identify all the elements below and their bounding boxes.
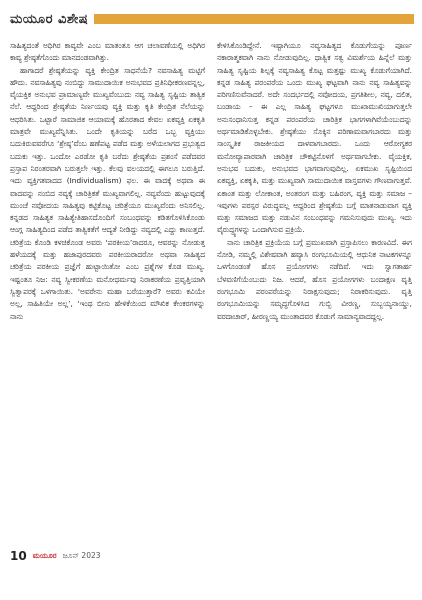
header-accent-bar [94,14,414,24]
paragraph: ಕೇಳಿಸಿಕೊಂಡಿದ್ದೇನೆ. ಇಷ್ಟಾಗಿಯೂ ನವ್ಯಸಾಹಿತ್ಯದ ಕೊಡುಗೆಯನ್ನು ಪೂರ್ಣ ನಕಾರಾತ್ಮಕವಾಗಿ ನಾನು ನೋಡುವುದಿಲ್ಲ. ಧಾತ್ವಿಕ ಸತ್ವ ವಿಮರ್ಶೆಯ ಹಿನ್ನೆಲೆ ಮತ್ತು ಸಾಹಿತ್ಯ ಸೃಷ್ಟಿಯ ಶಿಲ್ಪಕ್ಕೆ ನವ್ಯಸಾಹಿತ್ಯ ಕೊಟ್ಟ ಮತ್ತಷ್ಟು ಮುಖ್ಯ ಕೊಡುಗೆಯಾಗಿದೆ. ಕನ್ನಡ ಸಾಹಿತ್ಯ ಪರಂಪರೆಯ ಒಂದು ಮುಖ್ಯ ಘಟ್ಟವಾಗಿ ನಾನು ನವ್ಯ ಸಾಹಿತ್ಯವನ್ನು ಪರಿಗಣಿಸುವೆನಾದರೆ. ಅದೇ ಸಂದರ್ಭದಲ್ಲಿ ನವೋದಯ, ಪ್ರಗತಿಶೀಲ, ನವ್ಯ, ದಲಿತ, ಬಂಡಾಯ – ಈ ಎಲ್ಲ ಸಾಹಿತ್ಯ ಘಟ್ಟಗಳೂ ಮುಖಾಮುಖಿಯಾಗುತ್ತಲೇ ಅನುಸಂಧಾನಿಸುತ್ತ ಕನ್ನಡ ಪರಂಪರೆಯ ಚಾರಿತ್ರಿಕ ಭಾಗಗಳಾಗಿವೆಯೆಂಬುದನ್ನು ಅರ್ಥಮಾಡಿಕೊಳ್ಳಬೇಕು. ಶ್ರೇಷ್ಠತೆಯು ಸೊಕ್ಕಿನ ಪರಿಣಾಮವಾಗಬಾರದು ಮತ್ತು ಸಾಂಸ್ಕೃತಿಕ ರಾಜಕೀಯದ ದಾಳವಾಗಬಾರದು. ಒಂದು ಆರೋಗ್ಯಕರ ಮನೋವ್ಯಾಪಾರವಾಗಿ ಚಾರಿತ್ರಿಕ ಚೌಕಟ್ಟಿನೊಳಗೆ ಅರ್ಥವಾಗಬೇಕು. ವೈಯಕ್ತಿಕ, ಅನುಭವ ಬದುಕು, ಅನುಭವದ ಭಾಗವಾಗುವುದಿಲ್ಲ. ಏಕಮುಖ ಸೃಷ್ಟಿಯಿಂದ ಏಕವ್ಯಕ್ತಿ, ಏಕಕೃತಿ, ಮತ್ತು ಮುಖ್ಯವಾಗಿ ಸಾಮುದಾಯಿಕ ವಾಸ್ತವಗಳು ಗೌಣವಾಗುತ್ತವೆ. ಏಕಾಂತ ಮತ್ತು ಲೋಕಾಂತ, ಅಂತರಂಗ ಮತ್ತು ಬಹಿರಂಗ, ವ್ಯಕ್ತಿ ಮತ್ತು ಸಮಾಜ – ಇವುಗಳು ಪರಸ್ಪರ ವಿರುದ್ಧವಲ್ಲ ಆದ್ದರಿಂದ ಶ್ರೇಷ್ಠತೆಯ ಬಗ್ಗೆ ಮಾತನಾಡುವಾಗ ವ್ಯಕ್ತಿ ಮತ್ತು ಸಮಾಜದ ಮತ್ತು ನಡುವಿನ ಸಂಬಂಧವನ್ನು ಗಮನಿಸುವುದು ಮುಖ್ಯ. ಇದು ವೈರುದ್ಧ್ಯಗಳನ್ನು ಒಂದಾಗಿಸುವ ಪ್ರಕ್ರಿಯೆ. [217,41,412,235]
issue-date: ಜೂನ್ 2023 [62,551,101,560]
page-footer [10,548,101,564]
article-column-right [217,40,412,538]
magazine-name: ಮಯೂರ [32,551,57,560]
paragraph: ನಾನು ಚಾರಿತ್ರಿಕ ಪ್ರಕ್ರಿಯೆಯ ಬಗ್ಗೆ ಪ್ರಮುಖವಾಗಿ ಪ್ರಸ್ತಾಪಿಸಲು ಕಾರಣವಿದೆ. ಈಗ ನೋಡಿ, ನಮ್ಮಲ್ಲಿ ವಿಶೇಷವಾಗಿ ಹವ್ಯಾಸಿ ರಂಗಭೂಮಿಯಲ್ಲಿ ಆಧುನಿಕ ನಾಟಕಗಳನ್ನೂ ಒಳಗೊಂಡಂತೆ ಹೊಸ ಪ್ರಯೋಗಗಳು ನಡೆದಿವೆ. ಇದು ಸ್ವಾಗತಾರ್ಹ ಬೆಳವಣಿಗೆಯೆಂಬುದು ನಿಜ. ಆದರೆ, ಹೊಸ ಪ್ರಯೋಗಗಳು ಬಂದಾಕ್ಷಣ ವೃತ್ತಿ ರಂಗಭೂಮಿ ಪರಂಪರೆಯನ್ನು ನಿರಾಕ್ಷಸುವುದು; ನಿರಾಕರಿಸುವುದು. ವೃತ್ತಿ ರಂಗಭೂಮಿಯನ್ನು ಸಮೃದ್ಧಗೊಳಿಸಿದ ಗುಬ್ಬಿ ವೀರಣ್ಣ, ಸುಬ್ಬಯ್ಯನಾಯ್ಡು, ವರದಾಚಾರ್, ಹೀರಣ್ಣಯ್ಯ ಮುಂತಾದವರ ಕೊಡುಗೆ ಸಾಮಾನ್ಯವಾದದ್ದಲ್ಲ. [217,237,412,321]
page-number: 10 [10,549,27,563]
section-header [10,8,414,30]
section-title: ಮಯೂರ ವಿಶೇಷ [10,11,89,27]
paragraph: ಸಾಹಿತ್ಯದಂತೆ ಅಧಿಗಿರ ಕಾವ್ಯವೇ ಎಂಬ ಮಾತಂತೂ ಆಗ ಚಲಾವಣೆಯಲ್ಲಿ ಅಧಿಗಿರ ಕಾವ್ಯ ಶ್ರೇಷ್ಠತೆಗೊಂದು ಮಾನದಂಡವಾಗಿತ್ತು. [10,41,205,63]
article-body [10,40,412,538]
paragraph: ಹಾಗಾದರೆ ಶ್ರೇಷ್ಠತೆಯನ್ನು ವ್ಯಕ್ತಿ ಕೇಂದ್ರಿತ ಸಾಧನೆಯೆ? ನವಸಾಹಿತ್ಯ ಮಟ್ಟಿಗೆ ಹೌದು. ನವಸಾಹಿತ್ಯವು ನಂಬಿದ್ದು ಸಾಮುದಾಯಿಕ ಅನುಭವದ ಪ್ರತಿನಿಧೀಕರಣವನ್ನಲ್ಲ, ವೈಯಕ್ತಿಕ ಅನುಭವ ಪ್ರಾಮಾಣ್ಯವೇ ಮುಖ್ಯವೆಂಬುದು ನವ್ಯ ಸಾಹಿತ್ಯ ಸೃಷ್ಟಿಯ ತಾತ್ವಿಕ ನೆಲೆ. ಆದ್ದರಿಂದ ಶ್ರೇಷ್ಠತೆಯ ನಿರ್ಣಯವು ವ್ಯಕ್ತಿ ಮತ್ತು ಕೃತಿ ಕೇಂದ್ರಿತ ನೆಲೆಯನ್ನು ಆಧರಿಸಿತು. ಒಟ್ಟಾರೆ ಸಾಮಾಜಿಕ ಆಯಾಮಕ್ಕೆ ಹೊರತಾದ ಕೇವಲ ಏಕವ್ಯಕ್ತಿ ಏಕಕೃತಿ ಮಾತ್ರವೇ ಮುಖ್ಯವೆನ್ನಿಸಿತು. ಒಂದೇ ಕೃತಿಯನ್ನು ಬರೆದ ಒಬ್ಬ ವ್ಯಕ್ತಿಯು ಬದುಕಿರುವವರೆಗೂ ‘ಶ್ರೇಷ್ಠ’ವೆಂಬ ಹಣೆಪಟ್ಟ ಪಡೆದ ಮತ್ತು ಅಳೆಯಲಾಗದ ಪ್ರಭುತ್ವದ ಬದುಕು ಇತ್ತು. ಒಂದೋ ಎರಡೋ ಕೃತಿ ಬರೆದು ಶ್ರೇಷ್ಠತೆಯ ಪ್ರಶಂಸೆ ಪಡೆದವರ ಪ್ರಸ್ತಾಪ ನಿರಂತರವಾಗಿ ಬರುತ್ತಲೇ ಇತ್ತು. ಕೆಲವು ವಲಯದಲ್ಲಿ ಈಗಲೂ ಬರುತ್ತಿದೆ. ಇದು ವ್ಯಕ್ತಿಗತವಾದದ (Individualism) ಫಲ. ಈ ವಾದಕ್ಕೆ ಅಥವಾ ಈ ವಾದವನ್ನು ನಂಬಿದ ನವ್ಯಕ್ಕೆ ಚಾರಿತ್ರಿಕತೆ ಮುಖ್ಯವಾಗಲಿಲ್ಲ. ನವ್ಯವೆಂದು ಹುಟ್ಟುವುದಕ್ಕೆ ಮುಂಚೆ ನವೋದಯ ಸಾಹಿತ್ಯವು ಕಟ್ಟಿಕೊಟ್ಟ ಚರಿತ್ರೆಯೂ ಮುಖ್ಯವೆಂದು ಅನಿಸಲಿಲ್ಲ. ಕನ್ನಡದ ಸಾಹಿತ್ಯಕ ಸಾಹಿತ್ಯೇತಿಹಾಸದೊಂದಿಗೆ ಸಂಬಂಧವನ್ನು ಕಡಿತಗೊಳಿಸಿಕೊಂಡು ಆಂಗ್ಲ ಸಾಹಿತ್ಯದಿಂದ ಪಡೆದ ತಾತ್ವಿಕತೆಗೆ ಆದ್ಯತೆ ನೀಡಿದ್ದು ನವ್ಯದಲ್ಲಿ ಎದ್ದು ಕಾಣುತ್ತದೆ. ಚರಿತ್ರೆಯ ಕೊಂಡಿ ಕಳಚಿಕೊಂಡ ಅವರು ‘ಪರಕೀಯ’ರಾದರೂ, ಆವರನ್ನು ನೋಡುತ್ತ ಹಳೆಯದಕ್ಕೆ ಮತ್ತು ಹಜಾಪುರದವರು ಪರಕೀಯರಾದರೋ ಅಥವಾ ಸಾಹಿತ್ಯದ ಚರಿತ್ರೆಯ ಪರಕೀಯ ಪ್ರಜ್ಞೆಗೆ ಹುಟ್ಟಾಯಿತೋ ಎಂಬ ಪ್ರಶ್ನೆಗಳ ಕೊಡ ಮುಖ್ಯ. ಇಷ್ಟಂತೂ ನಿಜ: ನವ್ಯ ಸ್ವೀಕರಣೆಯ ಮನೋಧರ್ಮವು ನಿರಾಕರಣೆಯ ಪ್ರವೃತ್ತಿಯಾಗಿ ಸ್ವಿತ್ವಾಪರಕ್ಕೆ ಒಳಗಾಯಿತು. ‘ಅವರೇನು ಮಹಾ ಬರೆಯುತ್ತಾರೆ? ಅವರು ಕವಿಯೇ ಅಲ್ಲ, ಸಾಹಿತಿಯೇ ಅಲ್ಲ’, ‘ಇಂಥ ಬೀಸು ಹೇಳಿಕೆಯಿಂದ ಮೌಖಿಕ ಕೇಂಕರಗಳನ್ನು ನಾನು [10,65,205,321]
article-column-left [10,40,205,538]
